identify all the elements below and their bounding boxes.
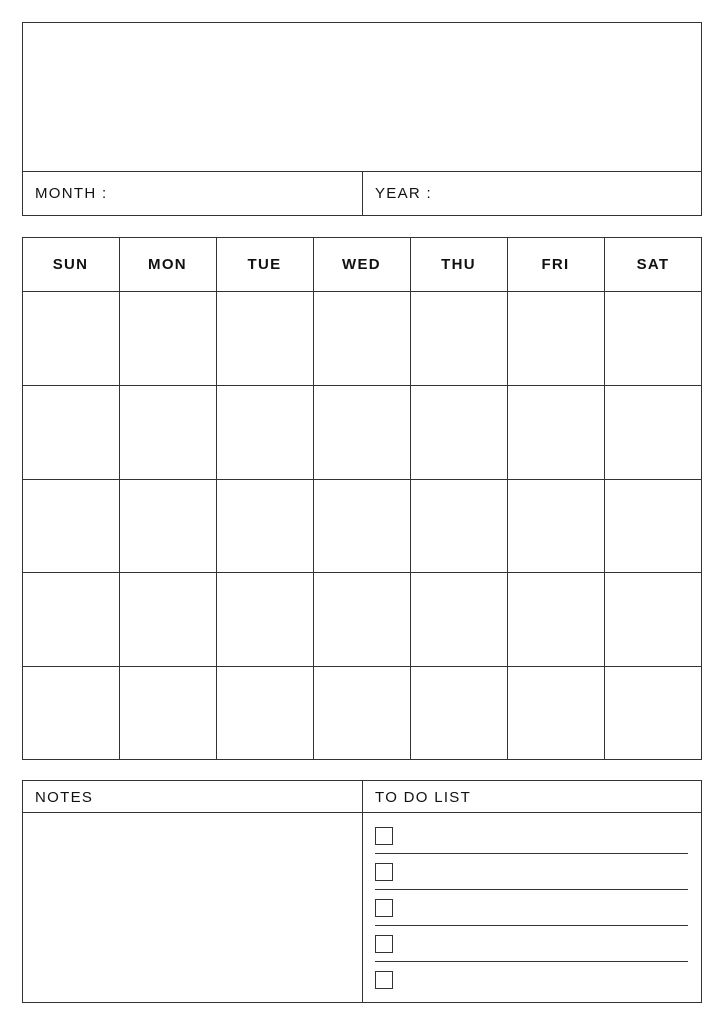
calendar-day-cell[interactable] [604,479,702,572]
calendar-day-cell[interactable] [119,385,216,479]
calendar-day-cell[interactable] [604,666,702,760]
calendar-day-cell[interactable] [313,479,410,572]
calendar-day-cell[interactable] [216,291,313,385]
calendar-day-cell[interactable] [313,572,410,666]
day-header-thu: THU [441,255,476,273]
calendar-day-cell[interactable] [313,666,410,760]
calendar-day-cell[interactable] [216,479,313,572]
calendar-day-cell[interactable] [22,385,119,479]
calendar-day-cell[interactable] [216,385,313,479]
todo-item-line[interactable] [375,961,688,962]
calendar-day-cell[interactable] [313,385,410,479]
calendar-day-cell[interactable] [410,385,507,479]
calendar-day-cell[interactable] [22,572,119,666]
month-year-divider [362,171,363,216]
calendar-day-cell[interactable] [119,572,216,666]
month-field[interactable] [120,174,358,214]
day-header-tue: TUE [247,255,282,273]
calendar-day-cell[interactable] [410,572,507,666]
notes-label: NOTES [35,789,94,806]
todo-checkbox[interactable] [375,899,393,917]
year-field[interactable] [440,174,698,214]
calendar-day-cell[interactable] [507,385,604,479]
calendar-day-cell[interactable] [22,291,119,385]
todo-item-line[interactable] [375,889,688,890]
calendar-day-cell[interactable] [22,479,119,572]
calendar-day-cell[interactable] [604,572,702,666]
day-header-fri: FRI [541,255,570,273]
calendar-day-cell[interactable] [507,479,604,572]
todo-checkbox[interactable] [375,827,393,845]
calendar-day-cell[interactable] [216,666,313,760]
notes-area[interactable] [24,814,360,1000]
calendar-day-cell[interactable] [410,479,507,572]
day-header-wed: WED [342,255,381,273]
todo-checkbox[interactable] [375,935,393,953]
calendar-day-cell[interactable] [507,291,604,385]
day-header-mon: MON [148,255,187,273]
calendar-day-cell[interactable] [216,572,313,666]
calendar-day-cell[interactable] [410,666,507,760]
todo-label: TO DO LIST [375,789,472,806]
calendar-day-cell[interactable] [119,291,216,385]
month-label: MONTH : [35,185,108,202]
calendar-day-cell[interactable] [22,666,119,760]
calendar-day-cell[interactable] [119,666,216,760]
calendar-day-cell[interactable] [119,479,216,572]
todo-checkbox[interactable] [375,971,393,989]
calendar-day-cell[interactable] [507,666,604,760]
todo-item-line[interactable] [375,925,688,926]
day-header-sun: SUN [52,255,89,273]
day-header-sat: SAT [636,255,670,273]
calendar-day-cell[interactable] [410,291,507,385]
year-label: YEAR : [375,185,432,202]
notes-todo-divider [362,780,363,1003]
todo-item-line[interactable] [375,853,688,854]
calendar-day-cell[interactable] [604,385,702,479]
calendar-day-cell[interactable] [313,291,410,385]
calendar-day-cell[interactable] [507,572,604,666]
calendar-day-cell[interactable] [604,291,702,385]
todo-checkbox[interactable] [375,863,393,881]
